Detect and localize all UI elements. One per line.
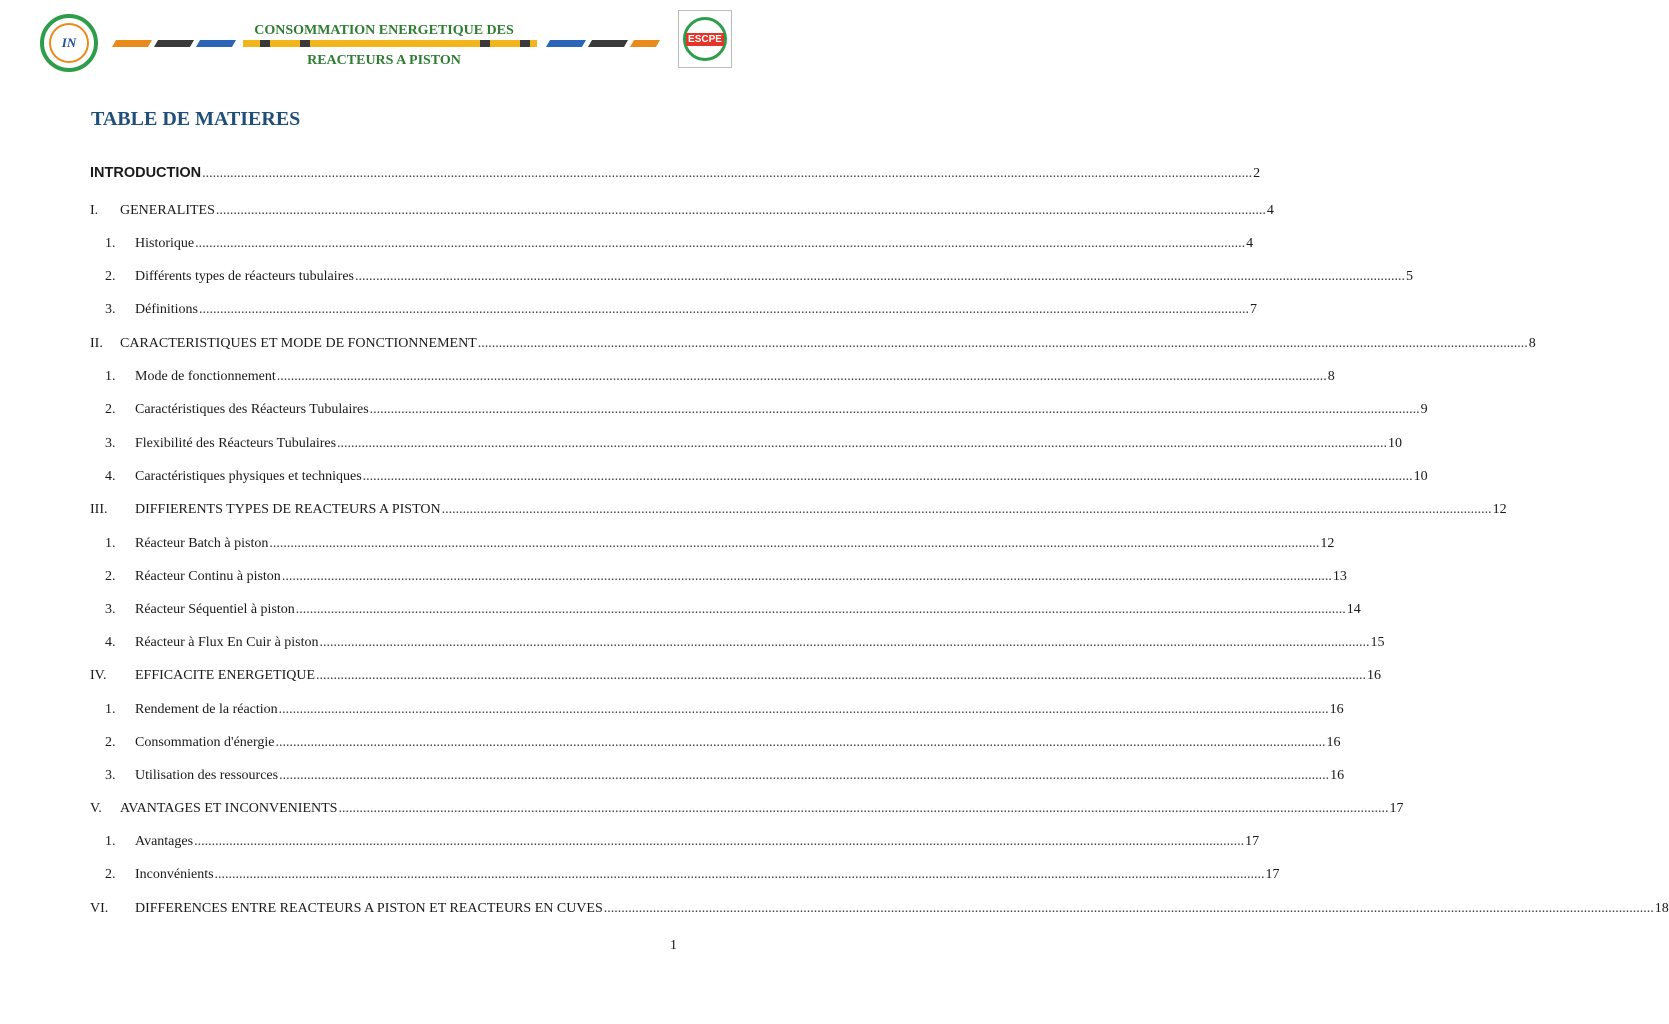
toc-leader-dots: ............................................................................................................................................................................................................................................................................................................ — [316, 668, 1367, 683]
toc-subentry[interactable] — [105, 702, 1344, 722]
toc-entry-number: II. — [90, 336, 103, 351]
header-band-segment — [588, 40, 628, 47]
toc-entry-label: Réacteur Séquentiel à piston — [135, 602, 295, 617]
toc-subentry[interactable] — [105, 569, 1347, 589]
toc-entry-number: 2. — [105, 402, 116, 417]
toc-leader-dots: ............................................................................................................................................................................................................................................................................................................ — [194, 834, 1245, 849]
toc-leader-dots: ............................................................................................................................................................................................................................................................................................................ — [338, 801, 1389, 816]
toc-entry-label: Réacteur Continu à piston — [135, 569, 281, 584]
toc-subentry[interactable] — [105, 867, 1280, 887]
toc-entry-label: Inconvénients — [135, 867, 214, 882]
toc-leader-dots: ............................................................................................................................................................................................................................................................................................................ — [199, 302, 1249, 317]
toc-entry-number: 1. — [105, 369, 116, 384]
escpe-logo-text: ESCPE — [688, 33, 722, 45]
toc-entry[interactable] — [90, 502, 1507, 522]
toc-entry-page: 7 — [1250, 302, 1257, 317]
toc-entry-number: 1. — [105, 536, 116, 551]
toc-entry-number: 2. — [105, 269, 116, 284]
toc-entry[interactable] — [90, 901, 1669, 921]
toc-entry-page: 12 — [1492, 502, 1507, 517]
toc-leader-dots: ............................................................................................................................................................................................................................................................................................................ — [279, 768, 1330, 783]
toc-entry[interactable] — [90, 801, 1404, 821]
toc-entry-number: 2. — [105, 735, 116, 750]
toc-leader-dots: ............................................................................................................................................................................................................................................................................................................ — [295, 602, 1346, 617]
toc-entry-label: Historique — [135, 236, 195, 251]
toc-entry-number: 3. — [105, 302, 116, 317]
toc-entry-label: DIFFERENCES ENTRE REACTEURS A PISTON ET REACTEURS EN CUVES — [135, 901, 603, 916]
toc-leader-dots: ............................................................................................................................................................................................................................................................................................................ — [337, 436, 1388, 451]
toc-entry-label: CARACTERISTIQUES ET MODE DE FONCTIONNEMENT — [120, 336, 477, 351]
toc-subentry[interactable] — [105, 369, 1335, 389]
header-band-segment — [112, 40, 152, 47]
toc-entry-number: 3. — [105, 602, 116, 617]
toc-entry-page: 10 — [1388, 436, 1403, 451]
toc-leader-dots: ............................................................................................................................................................................................................................................................................................................ — [269, 536, 1320, 551]
toc-leader-dots: ............................................................................................................................................................................................................................................................................................................ — [369, 402, 1420, 417]
toc-subentry[interactable] — [105, 402, 1428, 422]
escpe-badge — [683, 17, 727, 61]
toc-subentry[interactable] — [105, 236, 1254, 256]
toc-entry-label: Réacteur à Flux En Cuir à piston — [135, 635, 319, 650]
header-title-line1: CONSOMMATION ENERGETIQUE DES — [254, 23, 514, 38]
toc-leader-dots: ............................................................................................................................................................................................................................................................................................................ — [362, 469, 1413, 484]
toc-entry-page: 16 — [1326, 735, 1341, 750]
toc-leader-dots: ............................................................................................................................................................................................................................................................................................................ — [281, 569, 1332, 584]
header-band-segment — [196, 40, 236, 47]
toc-subentry[interactable] — [105, 635, 1385, 655]
toc-entry-number: 1. — [105, 702, 116, 717]
toc-entry-page: 12 — [1320, 536, 1335, 551]
toc-entry-label: Utilisation des ressources — [135, 768, 279, 783]
toc-leader-dots: ............................................................................................................................................................................................................................................................................................................ — [202, 166, 1253, 181]
escpe-logo — [678, 10, 732, 68]
toc-subentry[interactable] — [105, 735, 1341, 755]
toc-subentry[interactable] — [105, 768, 1345, 788]
toc-entry-label: Consommation d'énergie — [135, 735, 275, 750]
toc-entry-number: 3. — [105, 436, 116, 451]
toc-entry-page: 14 — [1346, 602, 1361, 617]
toc-leader-dots: ............................................................................................................................................................................................................................................................................................................ — [215, 203, 1266, 218]
toc-entry-number: 1. — [105, 236, 116, 251]
toc-entry-number: 2. — [105, 569, 116, 584]
toc-entry-label: AVANTAGES ET INCONVENIENTS — [120, 801, 338, 816]
toc-entry-page: 5 — [1406, 269, 1413, 284]
toc-entry-page: 16 — [1329, 702, 1344, 717]
toc-entry-label: Définitions — [135, 302, 198, 317]
toc-entry-page: 16 — [1367, 668, 1382, 683]
toc-entry-number: IV. — [90, 668, 107, 683]
toc-entry-number: 1. — [105, 834, 116, 849]
toc-entry-page: 17 — [1265, 867, 1280, 882]
toc-leader-dots: ............................................................................................................................................................................................................................................................................................................ — [276, 369, 1327, 384]
header-band-segment — [260, 40, 270, 47]
toc-subentry[interactable] — [105, 302, 1257, 322]
toc-entry-number: 3. — [105, 768, 116, 783]
header-band-segment — [480, 40, 490, 47]
header-band-segment — [243, 40, 537, 47]
toc-entry-label: Mode de fonctionnement — [135, 369, 276, 384]
toc-subentry[interactable] — [105, 834, 1260, 854]
toc-entry-page: 4 — [1266, 203, 1274, 218]
toc-entry-label: Différents types de réacteurs tubulaires — [135, 269, 354, 284]
toc-entry-label: Caractéristiques des Réacteurs Tubulaires — [135, 402, 369, 417]
toc-entry-label: DIFFIERENTS TYPES DE REACTEURS A PISTON — [135, 502, 441, 517]
toc-entry[interactable] — [90, 203, 1274, 223]
toc-entry-page: 17 — [1389, 801, 1404, 816]
institution-logo-text: IN — [49, 23, 89, 63]
page-number: 1 — [670, 938, 677, 953]
toc-subentry[interactable] — [105, 269, 1413, 289]
toc-entry[interactable] — [90, 165, 1261, 185]
toc-entry-page: 4 — [1246, 236, 1254, 251]
header-band-segment — [520, 40, 530, 47]
toc-subentry[interactable] — [105, 469, 1428, 489]
toc-leader-dots: ............................................................................................................................................................................................................................................................................................................ — [477, 336, 1528, 351]
toc-entry-number: 4. — [105, 635, 116, 650]
toc-entry-number: VI. — [90, 901, 109, 916]
toc-title: TABLE DE MATIERES — [91, 108, 301, 130]
toc-entry-label: Rendement de la réaction — [135, 702, 278, 717]
toc-entry-page: 13 — [1332, 569, 1347, 584]
toc-leader-dots: ............................................................................................................................................................................................................................................................................................................ — [278, 702, 1329, 717]
header-band-segment — [630, 40, 660, 47]
toc-entry-page: 9 — [1420, 402, 1428, 417]
toc-leader-dots: ............................................................................................................................................................................................................................................................................................................ — [214, 867, 1265, 882]
header-band-segment — [300, 40, 310, 47]
toc-entry[interactable] — [90, 668, 1382, 688]
toc-entry-page: 15 — [1370, 635, 1385, 650]
toc-entry-page: 2 — [1253, 166, 1261, 181]
toc-subentry[interactable] — [105, 436, 1403, 456]
toc-leader-dots: ............................................................................................................................................................................................................................................................................................................ — [355, 269, 1405, 284]
toc-subentry[interactable] — [105, 536, 1335, 556]
toc-entry-label: Flexibilité des Réacteurs Tubulaires — [135, 436, 337, 451]
toc-leader-dots: ............................................................................................................................................................................................................................................................................................................ — [195, 236, 1246, 251]
header-band-segment — [154, 40, 194, 47]
toc-entry-label: GENERALITES — [120, 203, 215, 218]
toc-subentry[interactable] — [105, 602, 1361, 622]
toc-entry-page: 10 — [1413, 469, 1428, 484]
toc-leader-dots: ............................................................................................................................................................................................................................................................................................................ — [603, 901, 1654, 916]
toc-entry-label: Réacteur Batch à piston — [135, 536, 269, 551]
toc-leader-dots: ............................................................................................................................................................................................................................................................................................................ — [441, 502, 1492, 517]
toc-entry-page: 18 — [1654, 901, 1669, 916]
toc-entry-number: III. — [90, 502, 108, 517]
header-title-line2: REACTEURS A PISTON — [307, 53, 461, 68]
toc-entry-number: 2. — [105, 867, 116, 882]
page-header — [0, 0, 768, 80]
toc-leader-dots: ............................................................................................................................................................................................................................................................................................................ — [275, 735, 1326, 750]
toc-entry-label: Caractéristiques physiques et techniques — [135, 469, 362, 484]
toc-entry-page: 8 — [1528, 336, 1536, 351]
header-band-segment — [546, 40, 586, 47]
toc-entry[interactable] — [90, 336, 1536, 356]
toc-leader-dots: ............................................................................................................................................................................................................................................................................................................ — [319, 635, 1370, 650]
toc-entry-page: 16 — [1330, 768, 1345, 783]
toc-entry-number: I. — [90, 203, 99, 218]
toc-entry-number: 4. — [105, 469, 116, 484]
toc-entry-label: INTRODUCTION — [90, 165, 202, 181]
toc-entry-label: Avantages — [135, 834, 194, 849]
toc-entry-number: V. — [90, 801, 102, 816]
toc-entry-label: EFFICACITE ENERGETIQUE — [135, 668, 316, 683]
toc-entry-page: 17 — [1245, 834, 1260, 849]
toc-entry-page: 8 — [1327, 369, 1335, 384]
